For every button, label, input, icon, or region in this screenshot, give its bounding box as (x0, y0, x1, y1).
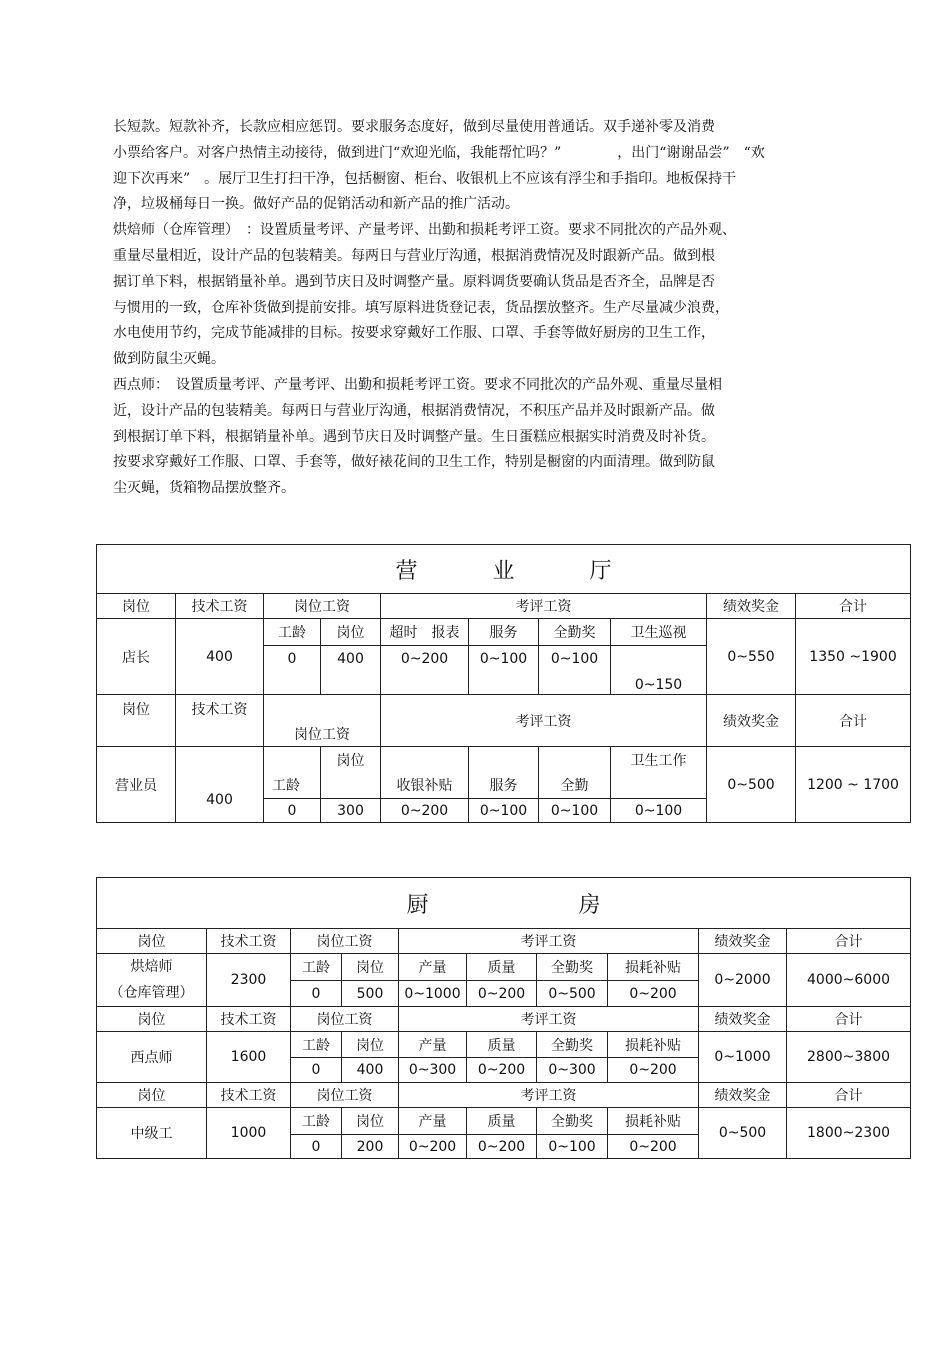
text-line: 净，垃圾桶每日一换。做好产品的促销活动和新产品的推广活动。 (113, 196, 519, 213)
total-cell: 1800~2300 (787, 1108, 911, 1159)
value-cell: 0~200 (608, 1135, 699, 1159)
value-cell: 0~100 (537, 1135, 608, 1159)
sub-header-cell: 超时 报表 (381, 619, 469, 646)
value-cell: 0~200 (381, 799, 469, 823)
total-cell: 4000~6000 (787, 954, 911, 1007)
header-cell: 考评工资 (381, 695, 707, 747)
text-line: 据订单下料，根据销量补单。遇到节庆日及时调整产量。原料调货要确认货品是否齐全，品牌是否 (113, 273, 715, 290)
value-cell: 0~100 (611, 799, 707, 823)
value-cell: 0 (264, 799, 321, 823)
text-line: 按要求穿戴好工作服、口罩、手套等，做好裱花间的卫生工作，特别是橱窗的内面清理。做到防鼠 (113, 454, 715, 471)
sub-header-cell: 产量 (399, 954, 467, 981)
text-line: 近，设计产品的包装精美。每两日与营业厅沟通，根据消费情况，不积压产品并及时跟新产品。做 (113, 402, 715, 419)
total-cell: 1200 ~ 1700 (796, 747, 911, 823)
role-cell: 营业员 (97, 747, 176, 823)
sub-header-cell: 损耗补贴 (608, 1108, 699, 1135)
sub-header-cell: 卫生巡视 (611, 619, 707, 646)
text-line: 到根据订单下料，根据销量补单。遇到节庆日及时调整产量。生日蛋糕应根据实时消费及时补货。 (113, 428, 715, 445)
value-cell: 0~100 (469, 646, 539, 695)
value-cell: 400 (342, 1058, 399, 1083)
header-cell: 考评工资 (399, 929, 699, 954)
value-cell: 500 (342, 981, 399, 1007)
bonus-cell: 0~500 (707, 747, 796, 823)
sub-header-cell: 岗位 (342, 1032, 399, 1058)
text-line: 尘灭蝇，货箱物品摆放整齐。 (113, 480, 295, 497)
table-row (97, 1108, 911, 1135)
table-row (97, 954, 911, 981)
sub-header-cell: 岗位 (342, 954, 399, 981)
sub-header-cell: 产量 (399, 1032, 467, 1058)
sub-header-cell: 服务 (469, 619, 539, 646)
sub-header-cell: 产量 (399, 1108, 467, 1135)
sub-header-cell: 全勤 (539, 747, 611, 799)
role-cell: 店长 (97, 619, 176, 695)
header-cell: 技术工资 (176, 695, 264, 747)
table-row (97, 1032, 911, 1058)
value-cell: 0~200 (467, 1058, 537, 1083)
value-cell: 200 (342, 1135, 399, 1159)
table-header-row (97, 1083, 911, 1108)
value-cell: 0~200 (399, 1135, 467, 1159)
sub-header-cell: 工龄 (291, 1032, 342, 1058)
sub-header-cell: 全勤奖 (537, 1032, 608, 1058)
table-row (97, 619, 911, 646)
header-cell: 考评工资 (381, 594, 707, 619)
total-cell: 1350 ~1900 (796, 619, 911, 695)
text-line: 重量尽量相近，设计产品的包装精美。每两日与营业厅沟通，根据消费情况及时跟新产品。做到根 (113, 247, 715, 264)
bonus-cell: 0~550 (707, 619, 796, 695)
text-line: 做到防鼠尘灭蝇。 (113, 351, 225, 368)
header-cell: 技术工资 (176, 594, 264, 619)
hall-title: 营 业 厅 (97, 545, 911, 594)
header-cell: 合计 (796, 695, 911, 747)
header-cell: 技术工资 (207, 1083, 291, 1108)
header-cell: 技术工资 (207, 929, 291, 954)
sub-header-cell: 损耗补贴 (608, 954, 699, 981)
value-cell: 0 (264, 646, 321, 695)
header-cell: 合计 (796, 594, 911, 619)
text-line: 与惯用的一致，仓库补货做到提前安排。填写原料进货登记表，货品摆放整齐。生产尽量减少浪费， (113, 299, 729, 316)
header-cell: 岗位 (97, 695, 176, 747)
header-cell: 考评工资 (399, 1083, 699, 1108)
table-header-row (97, 1007, 911, 1032)
text-line: 烘焙师（仓库管理） ：设置质量考评、产量考评、出勤和损耗考评工资。要求不同批次的产品外观、 (113, 222, 736, 239)
sub-header-cell: 卫生工作 (611, 747, 707, 799)
value-cell: 0~200 (608, 1058, 699, 1083)
tech-salary-cell: 1000 (207, 1108, 291, 1159)
value-cell: 0~100 (469, 799, 539, 823)
text-line: 迎下次再来” 。展厅卫生打扫干净，包括橱窗、柜台、收银机上不应该有浮尘和手指印。地板保持干 (113, 170, 737, 187)
kitchen-salary-table (96, 877, 911, 1159)
header-cell: 绩效奖金 (699, 1007, 787, 1032)
header-cell: 岗位 (97, 929, 207, 954)
value-cell: 0 (291, 1058, 342, 1083)
header-cell: 合计 (787, 929, 911, 954)
bonus-cell: 0~1000 (699, 1032, 787, 1083)
bonus-cell: 0~500 (699, 1108, 787, 1159)
sub-header-cell: 质量 (467, 954, 537, 981)
role-cell: 中级工 (97, 1108, 207, 1159)
text-line: 小票给客户。对客户热情主动接待，做到进门“欢迎光临，我能帮忙吗？” ，出门“谢谢品尝” “欢 (113, 144, 765, 161)
sub-header-cell: 全勤奖 (537, 1108, 608, 1135)
role-cell (97, 954, 207, 1007)
header-cell: 合计 (787, 1083, 911, 1108)
value-cell: 400 (321, 646, 381, 695)
tech-salary-cell: 1600 (207, 1032, 291, 1083)
sub-header-cell: 质量 (467, 1032, 537, 1058)
text-line: 西点师： 设置质量考评、产量考评、出勤和损耗考评工资。要求不同批次的产品外观、重量尽量相 (113, 376, 722, 393)
value-cell: 0~300 (537, 1058, 608, 1083)
table-header-row (97, 695, 911, 721)
header-cell: 岗位 (97, 1083, 207, 1108)
value-cell: 0~200 (608, 981, 699, 1007)
header-cell: 合计 (787, 1007, 911, 1032)
sub-header-cell: 工龄 (291, 1108, 342, 1135)
bonus-cell: 0~2000 (699, 954, 787, 1007)
value-cell: 0~200 (467, 981, 537, 1007)
tech-salary-cell: 400 (176, 747, 264, 823)
sub-header-cell: 全勤奖 (537, 954, 608, 981)
job-description-text (113, 115, 853, 502)
value-cell: 0~100 (539, 799, 611, 823)
header-cell: 绩效奖金 (699, 1083, 787, 1108)
sub-header-cell: 工龄 (264, 619, 321, 646)
sub-header-cell: 服务 (469, 747, 539, 799)
sub-header-cell: 损耗补贴 (608, 1032, 699, 1058)
value-cell: 0~200 (467, 1135, 537, 1159)
kitchen-title: 厨 房 (97, 878, 911, 929)
total-cell: 2800~3800 (787, 1032, 911, 1083)
header-cell: 岗位工资 (291, 929, 399, 954)
header-cell: 绩效奖金 (707, 695, 796, 747)
value-cell: 0~200 (381, 646, 469, 695)
sub-header-cell: 工龄 (264, 747, 321, 799)
value-cell: 0~1000 (399, 981, 467, 1007)
header-cell: 岗位工资 (264, 594, 381, 619)
value-cell: 300 (321, 799, 381, 823)
hall-salary-table (96, 544, 911, 823)
sub-header-cell: 收银补贴 (381, 747, 469, 799)
header-cell: 岗位工资 (264, 695, 381, 747)
sub-header-cell: 工龄 (291, 954, 342, 981)
value-cell: 0~300 (399, 1058, 467, 1083)
tech-salary-cell: 400 (176, 619, 264, 695)
value-cell: 0 (291, 981, 342, 1007)
sub-header-cell: 岗位 (321, 747, 381, 799)
role-cell: 西点师 (97, 1032, 207, 1083)
tech-salary-cell: 2300 (207, 954, 291, 1007)
value-cell: 0~150 (611, 646, 707, 695)
text-line: 长短款。短款补齐，长款应相应惩罚。要求服务态度好，做到尽量使用普通话。双手递补零及消费 (113, 119, 715, 135)
sub-header-cell: 全勤奖 (539, 619, 611, 646)
header-cell: 岗位工资 (291, 1083, 399, 1108)
value-cell: 0~100 (539, 646, 611, 695)
table-header-row (97, 929, 911, 954)
role-note: （仓库管理） (109, 985, 194, 1001)
table-header-row (97, 594, 911, 619)
role-name: 烘焙师 (130, 959, 173, 975)
header-cell: 岗位工资 (291, 1007, 399, 1032)
header-cell: 考评工资 (399, 1007, 699, 1032)
sub-header-cell: 岗位 (342, 1108, 399, 1135)
header-cell: 岗位 (97, 594, 176, 619)
header-cell: 绩效奖金 (707, 594, 796, 619)
header-cell: 岗位 (97, 1007, 207, 1032)
sub-header-cell: 质量 (467, 1108, 537, 1135)
sub-header-cell: 岗位 (321, 619, 381, 646)
value-cell: 0 (291, 1135, 342, 1159)
value-cell: 0~500 (537, 981, 608, 1007)
header-cell: 绩效奖金 (699, 929, 787, 954)
header-cell: 技术工资 (207, 1007, 291, 1032)
table-row (97, 747, 911, 773)
text-line: 水电使用节约，完成节能减排的目标。按要求穿戴好工作服、口罩、手套等做好厨房的卫生工作， (113, 325, 715, 342)
